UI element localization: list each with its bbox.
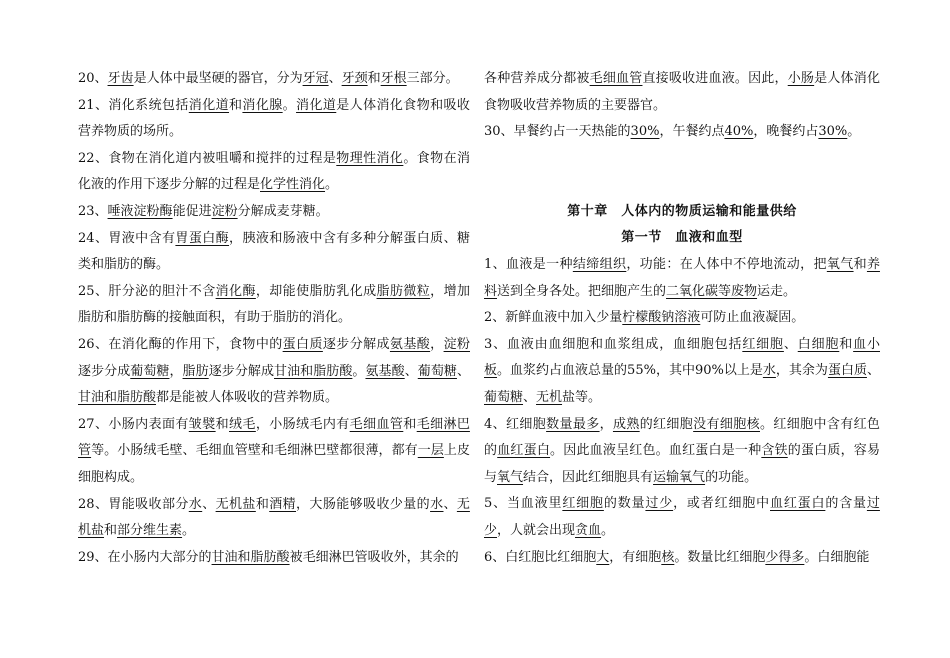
underlined-term: 30% (630, 124, 660, 140)
text-segment: 逐步分解成 (208, 363, 275, 379)
underlined-term: 血小板 (484, 336, 880, 379)
text-segment: 分解成麦芽糖。 (237, 203, 329, 219)
underlined-term: 血红蛋白 (497, 443, 551, 459)
text-segment: 各种营养成分都被 (484, 71, 590, 86)
underlined-term: 大 (596, 549, 610, 565)
underlined-term: 氧气 (826, 256, 854, 272)
text-segment: 和 (839, 336, 854, 352)
text-segment: 和 (255, 496, 270, 512)
underlined-term: 无机盐 (78, 496, 470, 539)
text-segment: 的数量 (603, 496, 646, 512)
underlined-term: 脂肪微粒 (376, 283, 431, 299)
text-segment: 三部分。 (406, 71, 459, 86)
text-segment: 、 (523, 389, 537, 405)
text-segment: 。 (182, 523, 196, 539)
text-segment: 29、在小肠内大部分的 (78, 549, 212, 565)
text-segment: 是人体中最坚硬的器官，分为 (133, 71, 303, 86)
text-segment: 28、胃能吸收部分 (78, 496, 189, 512)
text-segment: 。血浆约占血液总量的55%，其中90%以上是 (497, 363, 763, 379)
text-segment: ，其余为 (775, 363, 828, 379)
text-segment: ，晚餐约占 (753, 124, 819, 140)
underlined-term: 蛋白质 (282, 336, 323, 352)
paragraph (484, 119, 880, 146)
text-segment: 25、肝分泌的胆汁不含 (78, 283, 216, 299)
underlined-term: 血红蛋白 (770, 496, 826, 512)
underlined-term: 运输氧气 (653, 469, 706, 485)
text-segment: 的蛋白质，容易与 (484, 443, 880, 485)
underlined-term: 唾液淀粉酶 (107, 203, 173, 219)
underlined-term: 消化道 (188, 97, 230, 113)
text-segment: ， (430, 336, 444, 352)
text-segment: 上皮细胞构成。 (78, 443, 470, 485)
underlined-term: 消化腺 (242, 97, 283, 113)
text-segment: ， (599, 416, 613, 432)
underlined-term: 红细胞 (742, 336, 784, 352)
underlined-term: 牙齿 (107, 71, 134, 86)
text-segment: 是人体消化食物和吸收营养物质的场所。 (78, 97, 470, 140)
underlined-term: 少得多 (765, 549, 805, 565)
text-segment: 30、早餐约占一天热能的 (484, 124, 631, 140)
text-segment: 。食物在消化液的作用下逐步分解的过程是 (78, 150, 470, 193)
underlined-term: 过少 (645, 496, 674, 512)
text-segment: 27、小肠内表面有 (78, 416, 189, 432)
text-segment: 6、白红胞比红细胞 (484, 549, 597, 565)
underlined-term: 化学性消化 (260, 177, 326, 193)
text-segment: 20、 (78, 71, 108, 86)
underlined-term: 氨基酸 (365, 363, 405, 379)
underlined-term: 皱襞 (188, 416, 216, 432)
underlined-term: 胃蛋白酶 (175, 230, 230, 246)
underlined-term: 数量最多 (546, 416, 600, 432)
underlined-term: 部分维生素 (117, 523, 183, 539)
underlined-term: 小肠 (787, 71, 815, 86)
underlined-term: 甘油和脂肪酸 (78, 390, 157, 406)
paragraph (78, 226, 470, 279)
underlined-term: 葡萄糖 (417, 363, 457, 379)
underlined-term: 消化道 (296, 97, 337, 113)
underlined-term: 氨基酸 (389, 336, 431, 352)
paragraph (484, 66, 880, 119)
underlined-term: 淀粉 (443, 336, 470, 352)
text-segment: 。 (847, 124, 861, 140)
paragraph (484, 545, 880, 572)
text-segment: ， (169, 363, 183, 379)
underlined-term: 养料 (484, 256, 880, 299)
underlined-term: 甘油和脂肪酸 (274, 363, 353, 379)
underlined-term: 无机 (536, 389, 563, 405)
text-segment: 2、新鲜血液中加入少量 (484, 310, 623, 326)
text-segment: 、 (783, 336, 798, 352)
text-segment: 。因此血液呈红色。血红蛋白是一种 (550, 443, 762, 459)
text-segment: 4、红细胞 (484, 416, 547, 432)
underlined-term: 绒毛 (229, 416, 256, 432)
underlined-term: 核 (661, 549, 675, 565)
text-segment: 逐步分解成 (322, 336, 390, 352)
underlined-term: 过少 (484, 496, 880, 538)
underlined-term: 一层 (417, 443, 444, 459)
text-segment: 、 (328, 71, 342, 86)
underlined-term: 物理性消化 (336, 150, 404, 166)
underlined-term: 柠檬酸钠溶液 (622, 310, 701, 326)
underlined-term: 牙颈 (341, 71, 368, 86)
text-segment: ，增加脂肪和脂肪酶的接触面积，有助于脂肪的消化。 (78, 283, 470, 326)
text-segment: 结合，因此红细胞具有 (523, 469, 654, 485)
underlined-term: 牙根 (380, 71, 407, 86)
text-segment: 运走。 (757, 283, 797, 299)
text-segment: 和 (853, 256, 867, 272)
text-segment: 、 (443, 496, 457, 512)
left-column (78, 66, 470, 571)
underlined-term: 成熟 (612, 416, 640, 432)
text-segment: 、 (866, 363, 880, 379)
text-segment: 3、血液由血细胞和血浆组成，血细胞包括 (484, 336, 743, 352)
paragraph (78, 279, 470, 332)
paragraph (78, 492, 470, 545)
text-segment: 22、食物在消化道内被咀嚼和搅拌的过程是 (78, 150, 337, 166)
text-segment: 都是能被人体吸收的营养物质。 (156, 390, 339, 406)
text-segment: 和 (104, 523, 118, 539)
underlined-term: 40% (724, 124, 754, 140)
underlined-term: 毛细血管 (589, 71, 643, 86)
text-segment: 和 (403, 416, 417, 432)
right-column-bottom (484, 252, 880, 571)
text-segment: 和 (367, 71, 381, 86)
text-segment: 。 (282, 97, 297, 113)
paragraph (78, 199, 470, 226)
text-segment: 送到全身各处。把细胞产生的 (497, 283, 667, 299)
text-segment: 。 (601, 522, 615, 538)
paragraph (78, 412, 470, 492)
paragraph (78, 93, 470, 146)
underlined-term: 含铁 (761, 443, 788, 459)
paragraph (78, 332, 470, 412)
underlined-term: 水 (188, 496, 203, 512)
text-segment: ，小肠绒毛内有 (255, 416, 350, 432)
text-segment: ，人就会出现 (497, 522, 576, 538)
text-segment: 、 (404, 363, 418, 379)
text-segment: 逐步分成 (78, 363, 131, 379)
underlined-term: 葡萄糖 (130, 363, 170, 379)
text-segment: 。数量比红细胞 (674, 549, 766, 565)
underlined-term: 甘油和脂肪酸 (211, 549, 290, 565)
underlined-term: 水 (762, 363, 776, 379)
text-segment: 。红细胞中含有红色的 (484, 416, 880, 459)
text-segment: ，大肠能够吸收少量的 (296, 496, 431, 512)
chapter-title: 第十章 人体内的物质运输和能量供给 (567, 203, 797, 219)
underlined-term: 结缔组织 (572, 256, 627, 272)
text-segment: 。白细胞能 (804, 549, 870, 565)
underlined-term: 水 (430, 496, 444, 512)
text-segment: 。 (352, 363, 366, 379)
section-gap (484, 146, 880, 199)
right-column (484, 66, 880, 571)
paragraph (484, 332, 880, 412)
text-segment: 可防止血液凝固。 (700, 310, 805, 326)
underlined-term: 二氧化碳等废物 (666, 283, 758, 299)
text-segment: ，却能使脂肪乳化成 (255, 283, 377, 299)
text-segment: ，功能：在人体中不停地流动，把 (626, 256, 827, 272)
underlined-term: 没有细胞核 (693, 416, 760, 432)
underlined-term: 葡萄糖 (484, 389, 524, 405)
underlined-term: 消化酶 (215, 283, 256, 299)
text-segment: 、 (456, 363, 470, 379)
text-segment: ，或者红细胞中 (673, 496, 770, 512)
text-segment: 能促进 (172, 203, 212, 219)
paragraph (78, 66, 470, 93)
text-segment: 是人体消化食物吸收营养物质的主要器官。 (484, 71, 880, 113)
underlined-term: 30% (818, 124, 848, 140)
text-segment: ，午餐约点 (659, 124, 725, 140)
paragraph (484, 305, 880, 332)
underlined-term: 脂肪 (182, 363, 209, 379)
underlined-term: 酒精 (269, 496, 297, 512)
underlined-term: 贪血 (575, 522, 602, 538)
text-segment: 、 (202, 496, 216, 512)
text-segment: 的红细胞 (639, 416, 694, 432)
underlined-term: 牙冠 (302, 71, 329, 86)
text-segment: 被毛细淋巴管吸收外，其余的 (289, 549, 459, 565)
text-segment: 等。小肠绒毛壁、毛细血管壁和毛细淋巴壁都很薄，都有 (91, 443, 418, 459)
paragraph (78, 146, 470, 199)
text-segment: 5、当血液里 (484, 496, 563, 512)
text-segment: 和 (229, 97, 243, 113)
text-segment: 的含量 (825, 496, 867, 512)
text-segment: 直接吸收进血液。因此， (642, 71, 788, 86)
underlined-term: 氧气 (497, 469, 524, 485)
text-segment: 1、血液是一种 (484, 256, 573, 272)
text-segment: 的功能。 (705, 469, 758, 485)
text-segment: 23、 (78, 203, 108, 219)
underlined-term: 白细胞 (797, 336, 840, 352)
underlined-term: 红细胞 (562, 496, 604, 512)
text-segment: 盐等。 (562, 389, 602, 405)
text-segment: 和 (215, 416, 230, 432)
paragraph (484, 252, 880, 305)
underlined-term: 毛细血管 (349, 416, 404, 432)
text-segment: 21、消化系统包括 (78, 97, 189, 113)
underlined-term: 蛋白质 (827, 363, 867, 379)
underlined-term: 毛细淋巴管 (78, 416, 470, 459)
underlined-term: 淀粉 (211, 203, 238, 219)
text-segment: 26、在消化酶的作用下，食物中的 (78, 336, 283, 352)
paragraph (484, 491, 880, 544)
text-segment: ，胰液和肠液中含有多种分解蛋白质、糖类和脂肪的酶。 (78, 230, 470, 273)
text-segment: 。 (325, 177, 339, 193)
paragraph (78, 545, 470, 572)
text-segment: ，有细胞 (609, 549, 662, 565)
text-segment: 24、胃液中含有 (78, 230, 176, 246)
underlined-term: 无机盐 (215, 496, 256, 512)
paragraph (484, 412, 880, 492)
section-title: 第一节 血液和血型 (621, 230, 743, 246)
right-column-top (484, 66, 880, 146)
